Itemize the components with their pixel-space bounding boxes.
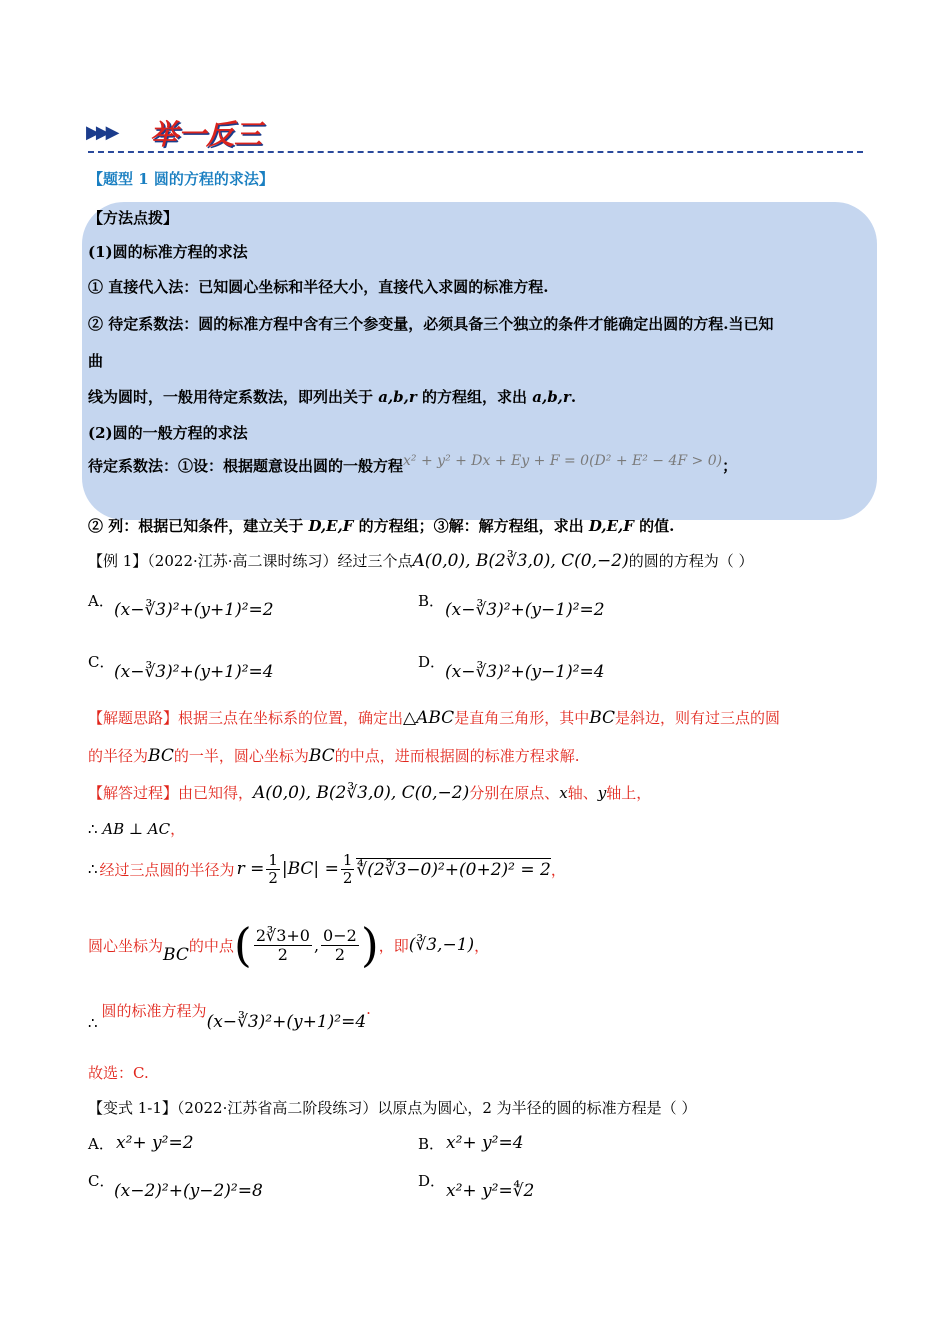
answer: 故选：C. [88,1064,149,1082]
method-line [88,455,737,476]
general-equation: x² + y² + Dx + Ey + F = 0(D² + E² − 4F > 0) [403,453,723,469]
text: 的方程组；③解：解方程组，求出 [353,517,589,535]
text: 的一半，圆心坐标为 [173,747,309,765]
text: 经过三点圆的半径为 [99,860,235,879]
math: r = [236,859,265,879]
text: ； [722,457,738,475]
header-arrows: ▶▶▶ [86,122,116,143]
text: . [570,388,577,406]
method-line: 曲 [88,352,104,370]
text: 是斜边，则有过三点的圆 [615,709,781,727]
text: 的圆的方程为（ ） [628,552,754,570]
text: 是直角三角形，其中 [454,709,590,727]
text: 的中点，进而根据圆的标准方程求解. [334,747,580,765]
method-line: (2)圆的一般方程的求法 [88,424,248,442]
option-d: x²+ y²=∜2 [446,1181,535,1201]
points: A(0,0), B(2∛3,0), C(0,−2) [412,551,629,571]
option-b: (x−∛3)²+(y−1)²=2 [445,600,605,620]
option-c: (x−∛3)²+(y+1)²=4 [114,662,274,682]
math: a,b,r [532,388,571,406]
denominator: 2 [334,944,346,964]
paren-left: ( [233,918,252,972]
math: D,E,F [308,517,354,535]
numerator: 0−2 [323,925,357,945]
option-label: C． [88,1172,115,1190]
fraction [341,852,355,886]
therefore: ∴ [88,860,98,878]
denominator: 2 [277,944,288,964]
example-stem [88,550,754,571]
text: 【解答过程】由已知得， [88,784,254,802]
solution-process [88,818,185,839]
numerator: 1 [268,851,278,869]
option-label: C． [88,653,115,671]
option-a: (x−∛3)²+(y+1)²=2 [114,600,274,620]
therefore: ∴ [88,1014,98,1032]
method-line: ② 待定系数法：圆的标准方程中含有三个参变量，必须具备三个独立的条件才能确定出圆的方程.当已知 [88,315,774,333]
option-c: (x−2)²+(y−2)²=8 [114,1181,263,1201]
comma: , [313,935,320,955]
text: 的值. [633,517,675,535]
text: 轴上， [606,784,652,802]
denominator: 2 [342,868,353,887]
text: 【解题思路】根据三点在坐标系的位置，确定出 [88,709,404,727]
denominator: 2 [268,868,278,887]
text: ② 列：根据已知条件，建立关于 [88,517,309,535]
section-title: 举一反三 [150,118,263,151]
text: . [366,1000,371,1018]
option-label: B． [418,592,445,610]
therefore: ∴ [88,820,103,838]
option-a: x²+ y²=2 [116,1133,194,1153]
fraction [266,852,280,886]
text: 圆的标准方程为 [101,1002,207,1020]
option-label: D． [418,653,446,671]
numerator: 2∛3+0 [255,925,310,945]
variant-stem: 【变式 1-1】（2022·江苏省高二阶段练习）以原点为圆心，2 为半径的圆的标准方程是（ ） [88,1099,697,1117]
math: y [597,784,607,802]
text: 圆心坐标为 [88,936,164,955]
paren-right: ) [360,918,379,972]
text: 的方程组，求出 [416,388,533,406]
method-line: ① 直接代入法：已知圆心坐标和半径大小，直接代入求圆的标准方程. [88,278,549,296]
math: BC [163,945,189,965]
method-line [88,386,576,407]
option-label: D． [418,1172,446,1190]
text: 待定系数法：①设：根据题意设出圆的一般方程 [88,457,404,475]
numerator: 1 [342,851,353,869]
solution-process [88,852,566,886]
option-label: A． [88,1135,114,1153]
math: |BC| = [281,859,339,879]
text: 线为圆时，一般用待定系数法，即列出关于 [88,388,379,406]
method-line [88,515,674,536]
text: ，即 [378,936,409,955]
math: A(0,0), B(2∛3,0), C(0,−2) [253,783,470,803]
method-line: (1)圆的标准方程的求法 [88,243,248,261]
math: BC [589,708,616,728]
option-b: x²+ y²=4 [446,1133,524,1153]
math: (x−∛3)²+(y+1)²=4 [206,1012,367,1032]
solution-process [88,782,651,803]
text: 的中点 [188,936,234,955]
math: BC [308,746,335,766]
fraction [321,927,359,963]
fraction [254,927,312,963]
math: x [559,784,568,802]
option-label: B． [418,1135,445,1153]
option-label: A． [88,592,114,610]
math: AB ⊥ AC [102,820,171,838]
text: 分别在原点、 [469,784,560,802]
solution-process [88,1000,371,1032]
type-title: 【题型 1 圆的方程的求法】 [88,170,274,188]
math: D,E,F [588,517,634,535]
math: a,b,r [378,388,417,406]
solution-idea [88,707,780,728]
math: (∛3,−1) [408,935,475,955]
text: ， [550,860,566,879]
method-heading: 【方法点拨】 [88,209,179,227]
text: ， [170,820,186,838]
text: 轴、 [567,784,598,802]
math: ∜(2∛3−0)²+(0+2)² = 2 [356,860,551,880]
solution-idea [88,745,579,766]
text: 的半径为 [88,747,149,765]
text: ， [474,936,490,955]
text: 【例 1】（2022·江苏·高二课时练习）经过三个点 [88,552,413,570]
solution-process [88,918,490,972]
header-divider [88,151,863,153]
option-d: (x−∛3)²+(y−1)²=4 [445,662,605,682]
math: △ABC [403,708,455,728]
math: BC [148,746,174,766]
